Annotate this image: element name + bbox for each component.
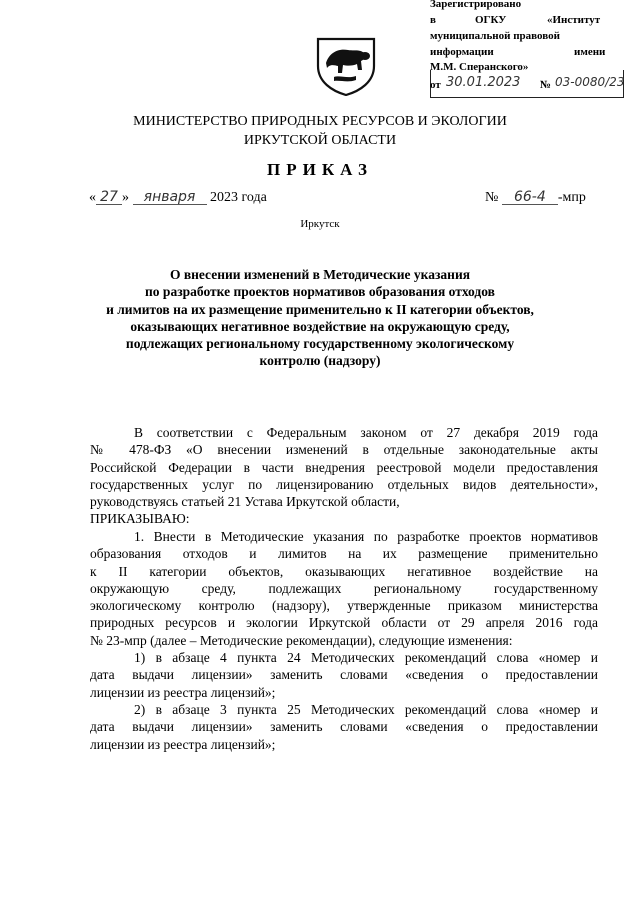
body-line: лицензии из реестра лицензий»; xyxy=(90,684,276,700)
order-number xyxy=(485,190,586,206)
subject-line: по разработке проектов нормативов образования отходов xyxy=(145,284,495,300)
preamble-paragraph xyxy=(90,424,598,528)
body-line: окружающую среду, подлежащих региональному государственному xyxy=(90,580,598,596)
stamp-word-information: информации xyxy=(430,46,494,58)
stamp-word-ogku: ОГКУ xyxy=(475,14,507,26)
subitem-1-paragraph xyxy=(90,649,598,701)
stamp-word-institute: «Институт xyxy=(547,14,601,26)
quote-close: » xyxy=(122,190,129,205)
order-year: 2023 года xyxy=(210,190,267,205)
stamp-line-speransky: М.М. Сперанского» xyxy=(430,61,529,73)
subitem-2-paragraph xyxy=(90,701,598,753)
body-line: № 23-мпр (далее – Методические рекомендации), следующие изменения: xyxy=(90,632,513,648)
order-date xyxy=(89,190,267,206)
stamp-line-information xyxy=(430,45,620,60)
order-subject xyxy=(0,266,640,370)
ministry-line-2: ИРКУТСКОЙ ОБЛАСТИ xyxy=(243,133,397,148)
body-line: образования отходов и лимитов на их размещение применительно xyxy=(90,546,598,562)
stamp-line-registered: Зарегистрировано xyxy=(430,0,522,10)
body-line: В соответствии с Федеральным законом от 27 декабря 2019 года xyxy=(134,425,598,440)
coat-of-arms-icon xyxy=(314,36,378,96)
subject-line: контролю (надзору) xyxy=(259,353,381,369)
ministry-line-1: МИНИСТЕРСТВО ПРИРОДНЫХ РЕСУРСОВ И ЭКОЛОГИИ xyxy=(133,114,507,129)
quote-open: « xyxy=(89,190,96,205)
stamp-date-handwritten: 30.01.2023 xyxy=(446,75,521,90)
body-line: 1) в абзаце 4 пункта 24 Методических рекомендаций слова «номер и xyxy=(134,650,598,665)
item-1-paragraph xyxy=(90,528,598,649)
body-line: к II категории объектов, оказывающих негативное воздействие на xyxy=(90,563,598,579)
order-month-handwritten: января xyxy=(133,190,207,205)
body-line: Российской Федерации в части внедрения реестровой модели предоставления xyxy=(90,459,598,475)
order-city: Иркутск xyxy=(300,218,340,230)
subject-line: и лимитов на их размещение применительно к II категории объектов, xyxy=(106,301,534,317)
body-line: № 478-ФЗ «О внесении изменений в отдельные законодательные акты xyxy=(90,442,598,458)
order-word: ПРИКАЗЫВАЮ: xyxy=(90,511,190,527)
stamp-line-date-number xyxy=(430,75,636,93)
subject-line: О внесении изменений в Методические указания xyxy=(169,267,471,282)
stamp-number-handwritten: 03-0080/23 xyxy=(555,75,625,89)
body-line: 2) в абзаце 3 пункта 25 Методических рекомендаций слова «номер и xyxy=(134,702,598,717)
document-title: ПРИКАЗ xyxy=(267,160,373,179)
stamp-line-organization xyxy=(430,13,620,28)
stamp-number-prefix: № xyxy=(540,79,552,91)
body-line: государственных услуг по лицензированию отдельных видов деятельности», xyxy=(90,476,598,492)
subject-line: подлежащих региональному государственному экологическому xyxy=(125,336,515,352)
body-line: руководствуясь статьей 21 Устава Иркутской области, xyxy=(90,494,400,510)
ministry-name xyxy=(0,112,640,150)
body-line: лицензии из реестра лицензий»; xyxy=(90,736,276,752)
stamp-date-prefix: от xyxy=(430,79,441,91)
stamp-word-in: в xyxy=(430,14,436,26)
order-number-prefix: № xyxy=(485,190,499,205)
stamp-word-named: имени xyxy=(574,46,606,58)
order-day-handwritten: 27 xyxy=(96,190,122,205)
order-number-handwritten: 66-4 xyxy=(502,190,558,205)
body-line: дата выдачи лицензии» заменить словами «сведения о предоставлении xyxy=(90,719,598,735)
subject-line: оказывающих негативное воздействие на окружающую среду, xyxy=(130,318,510,334)
body-line: природных ресурсов и экологии Иркутской области от 29 апреля 2016 года xyxy=(90,615,598,631)
order-number-suffix: -мпр xyxy=(557,190,586,205)
body-line: дата выдачи лицензии» заменить словами «сведения о предоставлении xyxy=(90,667,598,683)
body-line: экологическому контролю (надзору), утвержденные приказом министерства xyxy=(90,598,598,614)
stamp-line-municipal: муниципальной правовой xyxy=(430,30,560,42)
body-line: 1. Внести в Методические указания по разработке проектов нормативов xyxy=(134,529,598,544)
